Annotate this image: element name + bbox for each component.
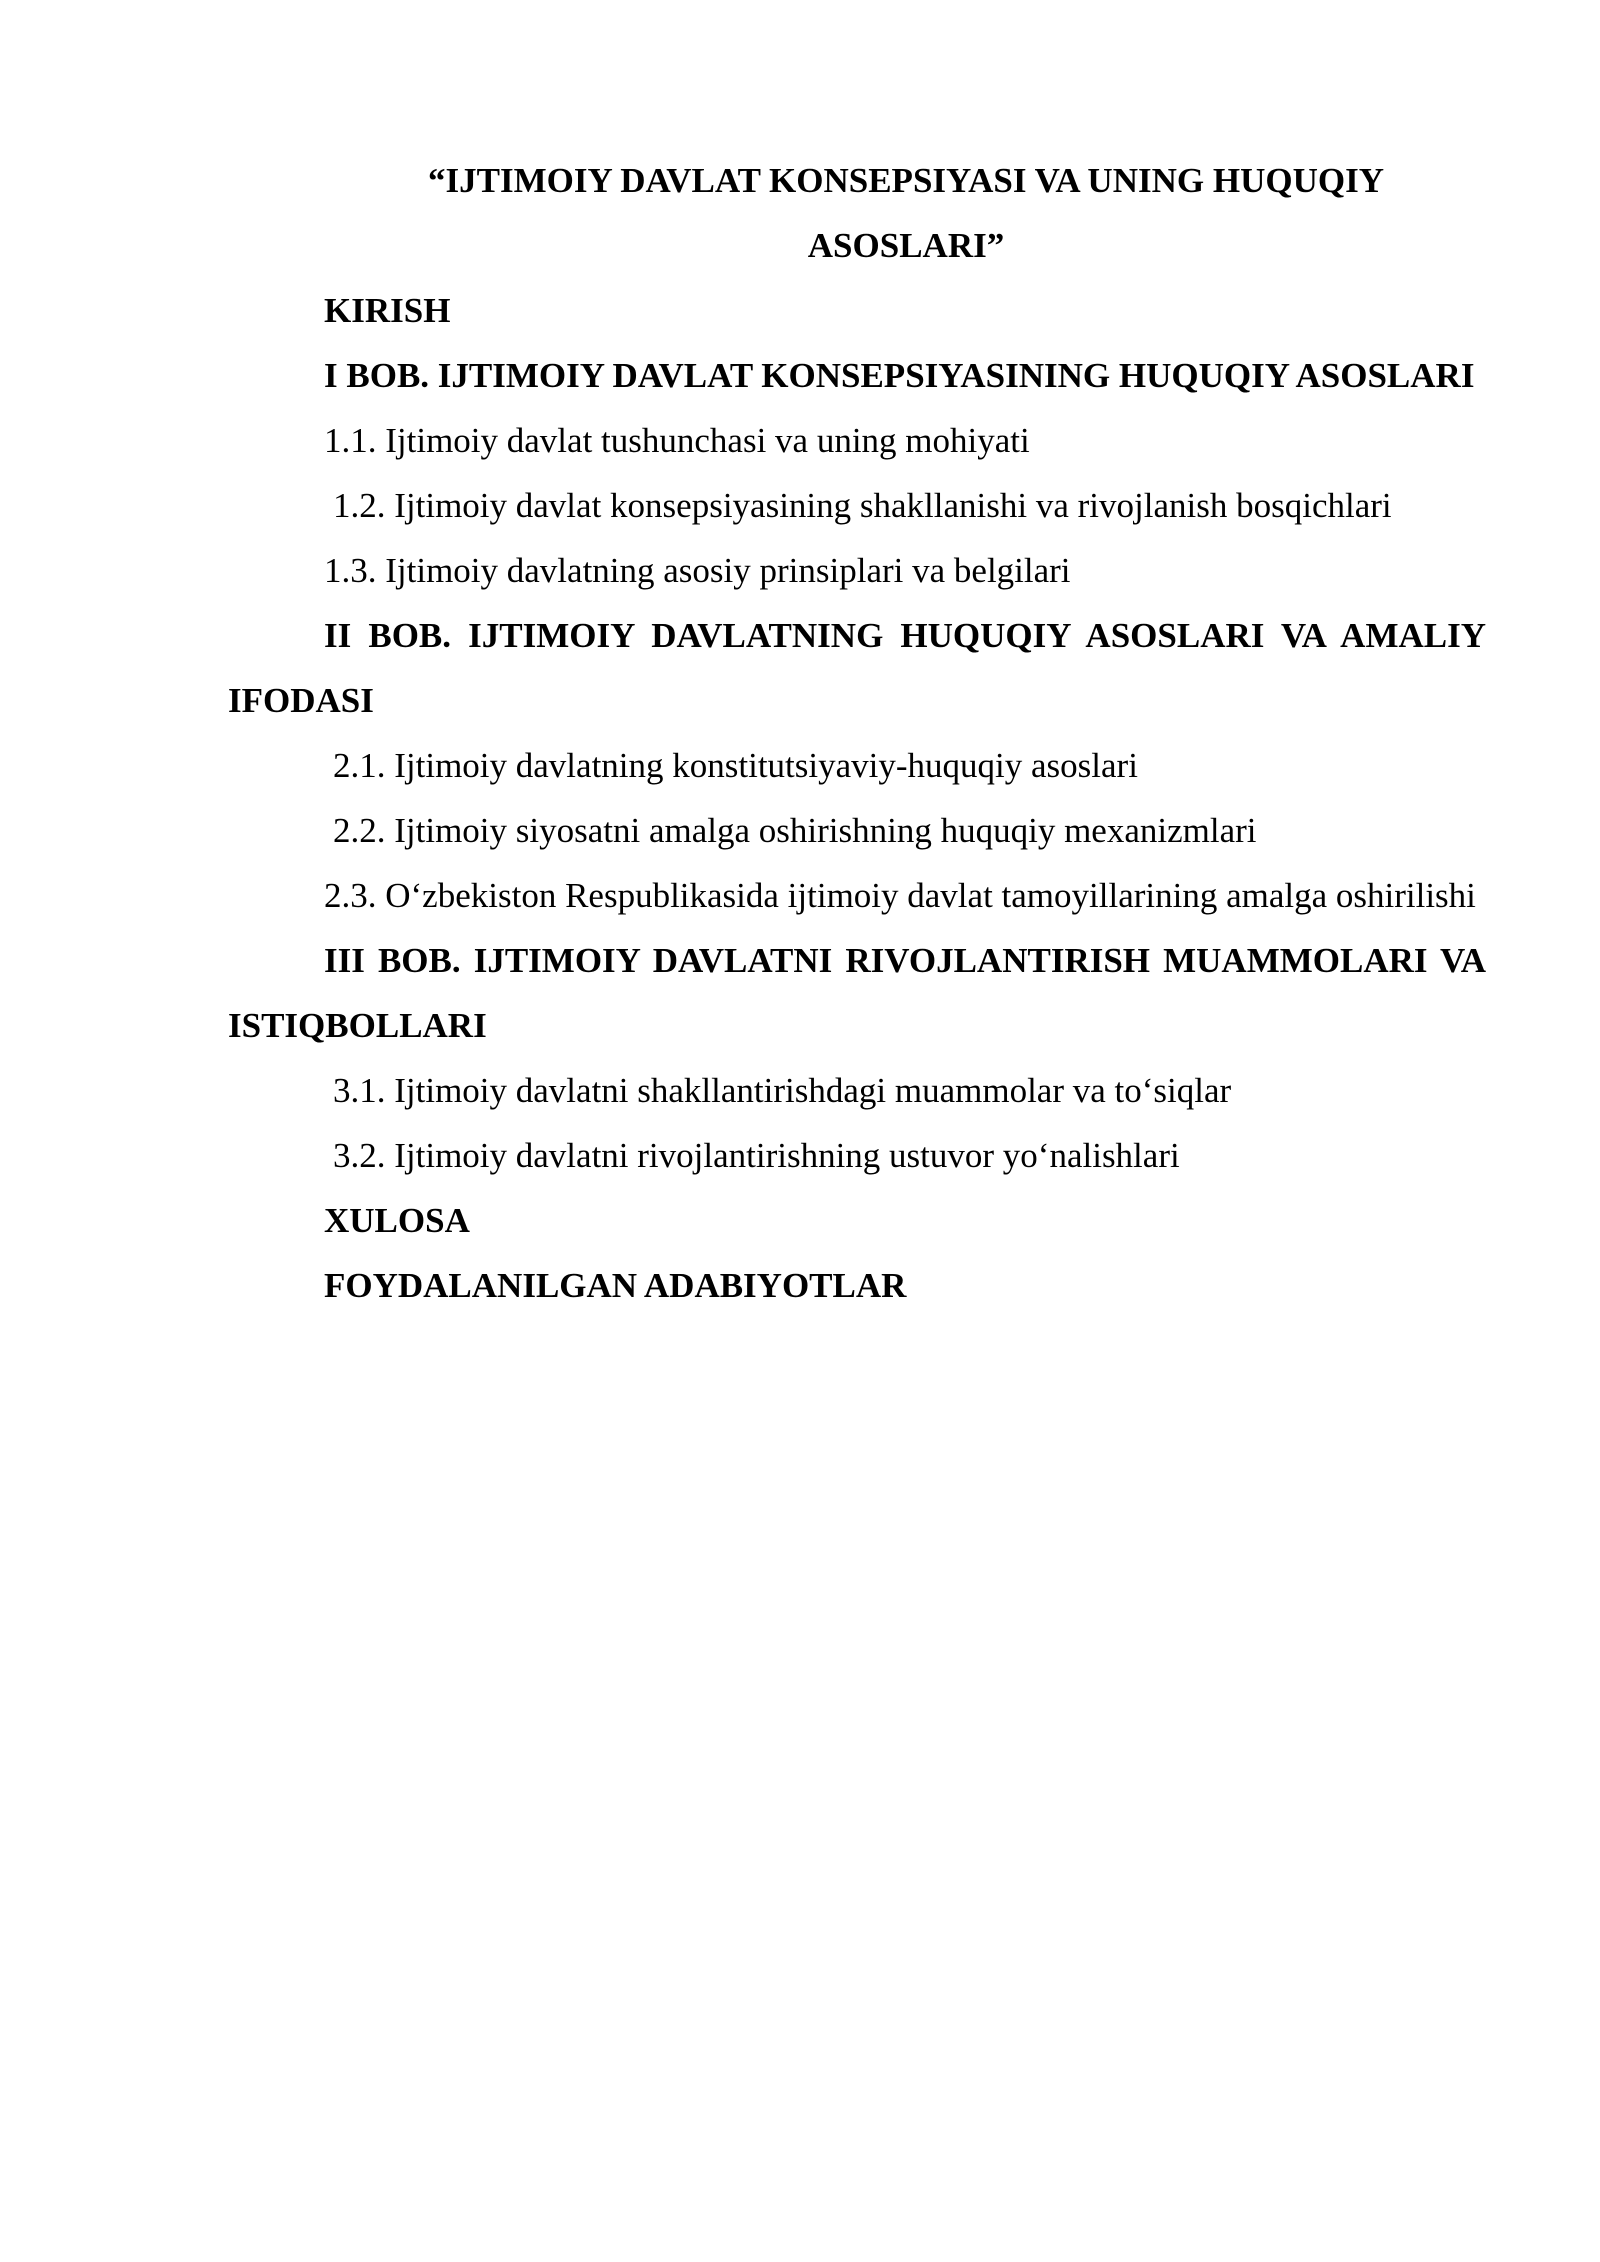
toc-chapter-3: III BOB. IJTIMOIY DAVLATNI RIVOJLANTIRISH MUAMMOLARI VA ISTIQBOLLARI — [228, 941, 1486, 1045]
toc-conclusion: XULOSA — [324, 1201, 470, 1240]
toc-section-1-3: 1.3. Ijtimoiy davlatning asosiy prinsiplari va belgilari — [324, 551, 1071, 590]
document-title-line-2: ASOSLARI” — [807, 226, 1005, 265]
toc-section-1-2: 1.2. Ijtimoiy davlat konsepsiyasining shakllanishi va rivojlanish bosqichlari — [333, 486, 1392, 525]
toc-references: FOYDALANILGAN ADABIYOTLAR — [324, 1266, 907, 1305]
toc-section-2-1: 2.1. Ijtimoiy davlatning konstitutsiyaviy-huquqiy asoslari — [333, 746, 1138, 785]
toc-section-2-3: 2.3. O‘zbekiston Respublikasida ijtimoiy davlat tamoyillarining amalga oshirilishi — [324, 876, 1476, 915]
document-page — [228, 148, 1486, 1318]
toc-chapter-2: II BOB. IJTIMOIY DAVLATNING HUQUQIY ASOSLARI VA AMALIY IFODASI — [228, 616, 1486, 720]
toc-chapter-1: I BOB. IJTIMOIY DAVLAT KONSEPSIYASINING HUQUQIY ASOSLARI — [324, 356, 1475, 395]
document-title — [228, 148, 1486, 278]
document-title-line-1: “IJTIMOIY DAVLAT KONSEPSIYASI VA UNING HUQUQIY — [428, 161, 1384, 200]
toc-section-3-1: 3.1. Ijtimoiy davlatni shakllantirishdagi muammolar va to‘siqlar — [333, 1071, 1232, 1110]
toc-section-3-2: 3.2. Ijtimoiy davlatni rivojlantirishning ustuvor yo‘nalishlari — [333, 1136, 1180, 1175]
toc-introduction: KIRISH — [324, 291, 451, 330]
toc-section-1-1: 1.1. Ijtimoiy davlat tushunchasi va uning mohiyati — [324, 421, 1030, 460]
toc-section-2-2: 2.2. Ijtimoiy siyosatni amalga oshirishning huquqiy mexanizmlari — [333, 811, 1257, 850]
